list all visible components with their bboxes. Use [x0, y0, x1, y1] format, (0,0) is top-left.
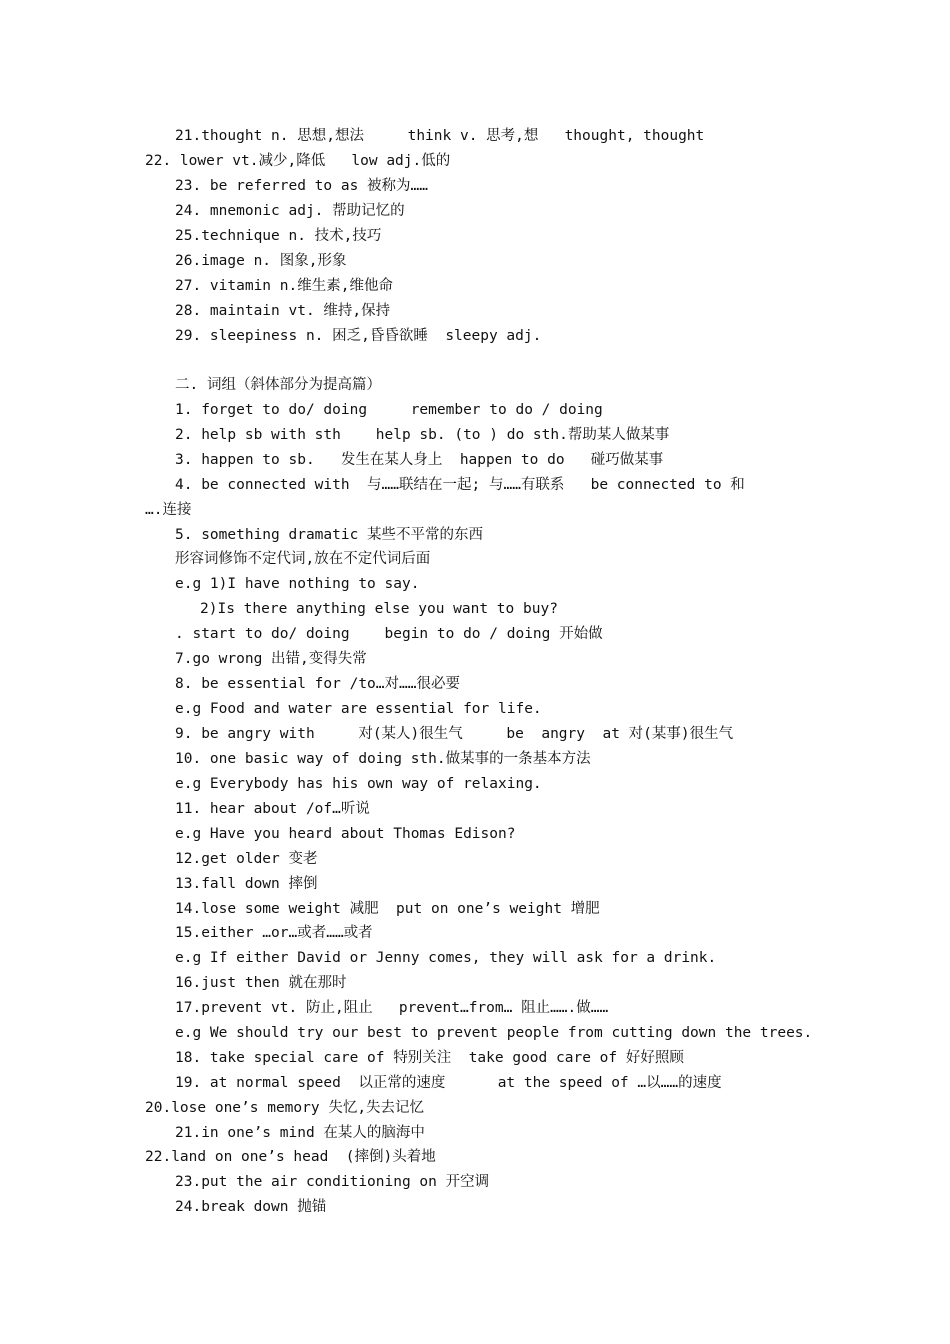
vocab-line-21: 21.thought n. 思想,想法 think v. 思考,想 thought, thought	[175, 128, 705, 144]
phrase-line-9: 9. be angry with 对(某人)很生气 be angry at 对(某事)很生气	[175, 726, 734, 742]
vocab-line-29: 29. sleepiness n. 困乏,昏昏欲睡 sleepy adj.	[175, 328, 542, 344]
phrase-line-5: 5. something dramatic 某些不平常的东西	[175, 527, 484, 543]
phrase-line-14: 14.lose some weight 减肥 put on one’s weight 增肥	[175, 901, 600, 917]
phrase-line-18: 18. take special care of 特别关注 take good care of 好好照顾	[175, 1050, 684, 1066]
example-line: e.g If either David or Jenny comes, they will ask for a drink.	[175, 950, 717, 966]
phrase-line-15: 15.either …or…或者……或者	[175, 925, 373, 941]
phrase-line-20: 20.lose one’s memory 失忆,失去记忆	[145, 1100, 425, 1116]
example-line: e.g Food and water are essential for life.	[175, 701, 542, 717]
phrase-line-16: 16.just then 就在那时	[175, 975, 347, 991]
phrase-line-4-cont: ….连接	[145, 502, 192, 518]
phrase-line-8: 8. be essential for /to…对……很必要	[175, 676, 460, 692]
example-line: 2)Is there anything else you want to buy?	[200, 601, 558, 617]
phrase-line-12: 12.get older 变老	[175, 851, 318, 867]
phrase-line-11: 11. hear about /of…听说	[175, 801, 370, 817]
section-heading-phrases: 二. 词组（斜体部分为提高篇）	[175, 377, 381, 393]
phrase-line-13: 13.fall down 摔倒	[175, 876, 318, 892]
phrase-line-19: 19. at normal speed 以正常的速度 at the speed of …以……的速度	[175, 1075, 722, 1091]
vocab-line-24: 24. mnemonic adj. 帮助记忆的	[175, 203, 405, 219]
phrase-line-2: 2. help sb with sth help sb. (to ) do sth.帮助某人做某事	[175, 427, 670, 443]
phrase-line-6: . start to do/ doing begin to do / doing 开始做	[175, 626, 603, 642]
example-line: e.g We should try our best to prevent people from cutting down the trees.	[175, 1025, 813, 1041]
vocab-line-26: 26.image n. 图象,形象	[175, 253, 347, 269]
phrase-line-4: 4. be connected with 与……联结在一起; 与……有联系 be connected to 和	[175, 477, 745, 493]
vocab-line-25: 25.technique n. 技术,技巧	[175, 228, 382, 244]
vocab-line-27: 27. vitamin n.维生素,维他命	[175, 278, 393, 294]
vocab-line-22: 22. lower vt.减少,降低 low adj.低的	[145, 153, 451, 169]
phrase-line-3: 3. happen to sb. 发生在某人身上 happen to do 碰巧做某事	[175, 452, 664, 468]
vocab-line-23: 23. be referred to as 被称为……	[175, 178, 429, 194]
phrase-line-7: 7.go wrong 出错,变得失常	[175, 651, 367, 667]
phrase-line-22: 22.land on one’s head (摔倒)头着地	[145, 1149, 436, 1165]
phrase-line-24: 24.break down 抛锚	[175, 1199, 327, 1215]
phrase-line-21: 21.in one’s mind 在某人的脑海中	[175, 1125, 425, 1141]
grammar-note: 形容词修饰不定代词,放在不定代词后面	[175, 551, 431, 567]
phrase-line-23: 23.put the air conditioning on 开空调	[175, 1174, 490, 1190]
example-line: e.g Have you heard about Thomas Edison?	[175, 826, 516, 842]
vocab-line-28: 28. maintain vt. 维持,保持	[175, 303, 391, 319]
phrase-line-1: 1. forget to do/ doing remember to do / doing	[175, 402, 603, 418]
phrase-line-10: 10. one basic way of doing sth.做某事的一条基本方法	[175, 751, 591, 767]
example-line: e.g 1)I have nothing to say.	[175, 576, 420, 592]
example-line: e.g Everybody has his own way of relaxing.	[175, 776, 542, 792]
phrase-line-17: 17.prevent vt. 防止,阻止 prevent…from… 阻止…….做……	[175, 1000, 609, 1016]
